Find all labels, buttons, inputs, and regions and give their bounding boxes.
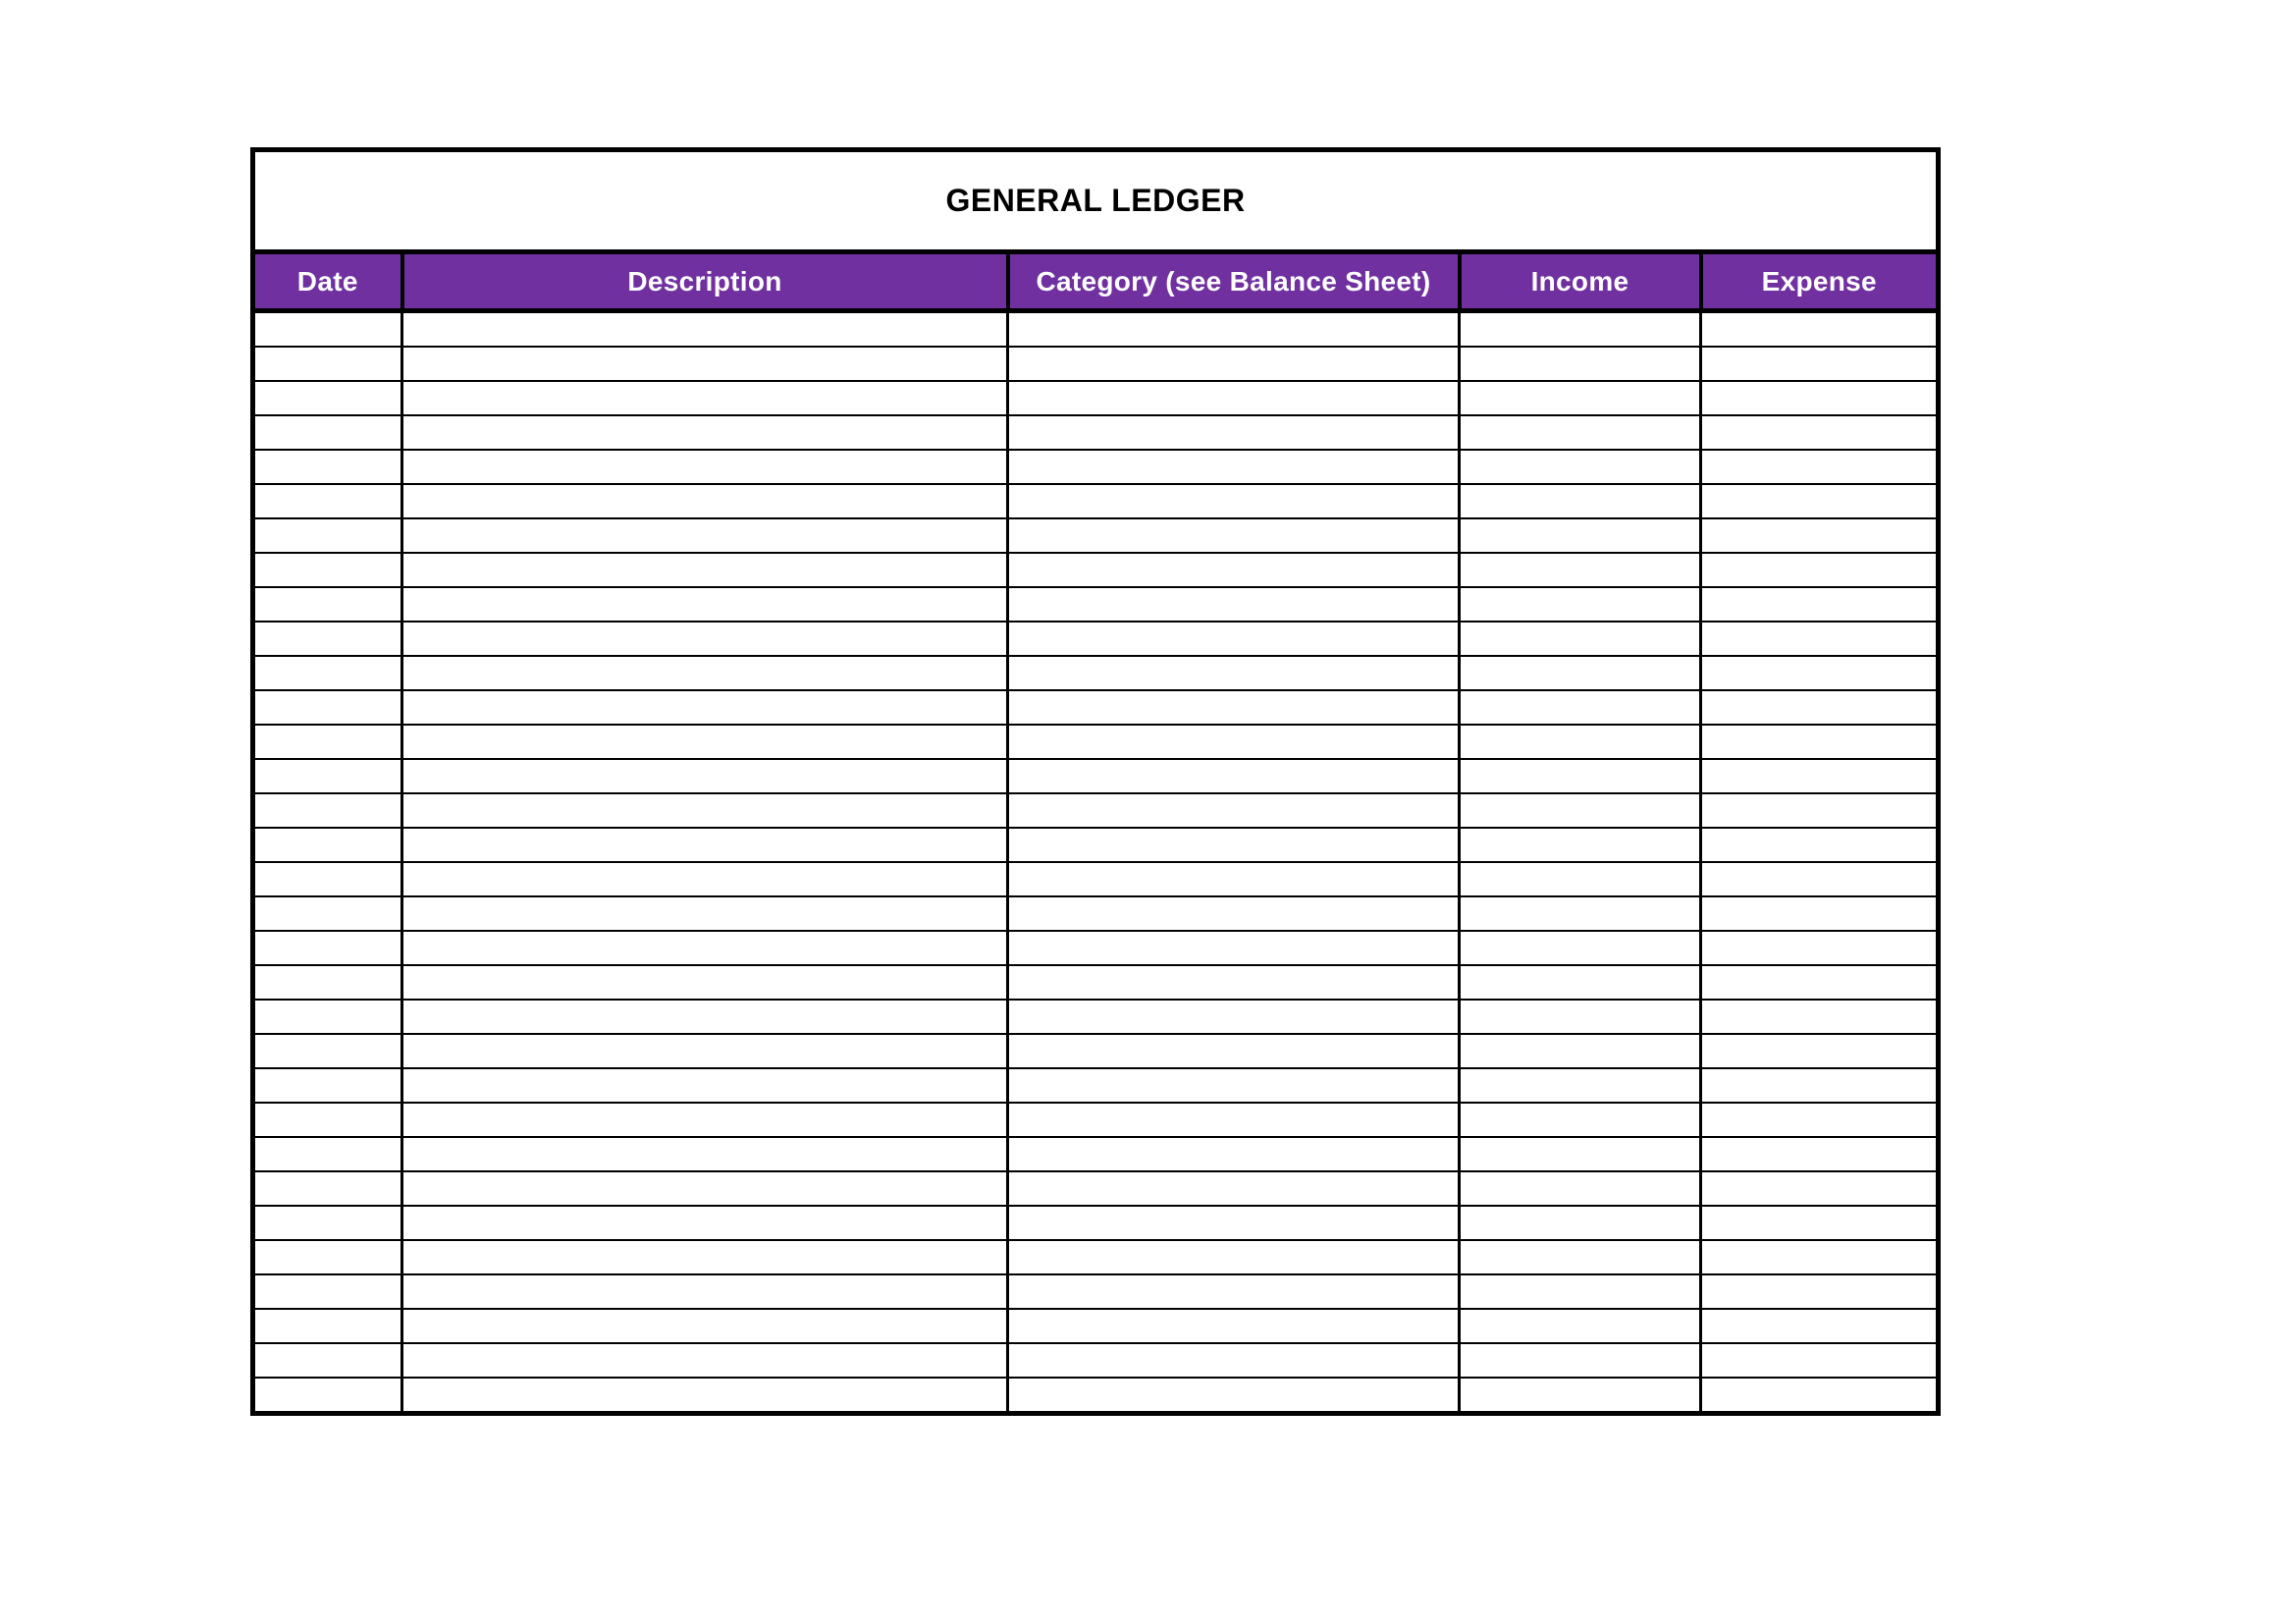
general-ledger-table xyxy=(250,147,1941,1416)
table-cell xyxy=(402,622,1008,656)
table-cell xyxy=(1460,862,1701,896)
table-cell xyxy=(1460,553,1701,587)
table-cell xyxy=(253,450,402,484)
table-cell xyxy=(1008,656,1460,690)
table-cell xyxy=(1701,725,1939,759)
table-cell xyxy=(1701,862,1939,896)
table-cell xyxy=(1008,931,1460,965)
table-cell xyxy=(1701,1309,1939,1343)
table-cell xyxy=(1460,725,1701,759)
table-cell xyxy=(1460,415,1701,450)
table-row xyxy=(253,690,1939,725)
table-cell xyxy=(1008,965,1460,1000)
table-cell xyxy=(1701,622,1939,656)
table-cell xyxy=(253,828,402,862)
table-cell xyxy=(253,415,402,450)
column-header-row xyxy=(253,252,1939,311)
table-cell xyxy=(1008,311,1460,348)
table-cell xyxy=(1008,484,1460,518)
table-cell xyxy=(253,484,402,518)
table-cell xyxy=(253,1171,402,1206)
table-row xyxy=(253,1171,1939,1206)
table-cell xyxy=(1008,896,1460,931)
table-cell xyxy=(1701,690,1939,725)
table-cell xyxy=(253,1343,402,1378)
table-cell xyxy=(253,1137,402,1171)
table-cell xyxy=(1008,828,1460,862)
column-header-income: Income xyxy=(1460,252,1701,311)
table-cell xyxy=(253,1378,402,1414)
table-row xyxy=(253,1137,1939,1171)
table-row xyxy=(253,622,1939,656)
table-cell xyxy=(1701,896,1939,931)
table-cell xyxy=(1008,862,1460,896)
table-cell xyxy=(402,725,1008,759)
table-cell xyxy=(402,1171,1008,1206)
table-cell xyxy=(1008,793,1460,828)
table-cell xyxy=(402,1378,1008,1414)
title-row xyxy=(253,150,1939,252)
table-cell xyxy=(1701,587,1939,622)
table-cell xyxy=(1008,1274,1460,1309)
table-row xyxy=(253,553,1939,587)
ledger-body xyxy=(253,311,1939,1414)
table-row xyxy=(253,311,1939,348)
table-cell xyxy=(402,1000,1008,1034)
table-cell xyxy=(1460,1171,1701,1206)
table-cell xyxy=(402,1343,1008,1378)
table-cell xyxy=(402,518,1008,553)
table-cell xyxy=(1460,484,1701,518)
table-cell xyxy=(1701,1034,1939,1068)
table-cell xyxy=(253,1103,402,1137)
table-cell xyxy=(402,311,1008,348)
table-cell xyxy=(1460,793,1701,828)
table-cell xyxy=(1460,656,1701,690)
table-row xyxy=(253,1343,1939,1378)
table-cell xyxy=(1701,1068,1939,1103)
table-cell xyxy=(402,965,1008,1000)
table-cell xyxy=(402,1103,1008,1137)
table-cell xyxy=(1008,690,1460,725)
table-row xyxy=(253,518,1939,553)
table-cell xyxy=(1460,1343,1701,1378)
table-cell xyxy=(1701,518,1939,553)
table-cell xyxy=(402,1137,1008,1171)
table-cell xyxy=(1008,1068,1460,1103)
table-row xyxy=(253,415,1939,450)
table-row xyxy=(253,1068,1939,1103)
table-row xyxy=(253,1240,1939,1274)
table-cell xyxy=(253,1309,402,1343)
table-cell xyxy=(1008,622,1460,656)
table-cell xyxy=(402,793,1008,828)
table-cell xyxy=(1701,415,1939,450)
table-cell xyxy=(253,381,402,415)
table-row xyxy=(253,1206,1939,1240)
table-cell xyxy=(253,347,402,381)
table-cell xyxy=(253,311,402,348)
table-cell xyxy=(1460,690,1701,725)
table-cell xyxy=(402,931,1008,965)
table-row xyxy=(253,793,1939,828)
table-cell xyxy=(1701,965,1939,1000)
table-cell xyxy=(253,656,402,690)
table-cell xyxy=(1460,1034,1701,1068)
table-row xyxy=(253,896,1939,931)
table-row xyxy=(253,1103,1939,1137)
table-cell xyxy=(1460,450,1701,484)
table-cell xyxy=(1460,1068,1701,1103)
table-cell xyxy=(402,862,1008,896)
table-cell xyxy=(402,587,1008,622)
table-cell xyxy=(1008,759,1460,793)
table-cell xyxy=(1008,1206,1460,1240)
column-header-category: Category (see Balance Sheet) xyxy=(1008,252,1460,311)
table-cell xyxy=(253,862,402,896)
table-cell xyxy=(1701,484,1939,518)
table-cell xyxy=(1701,1000,1939,1034)
table-row xyxy=(253,587,1939,622)
table-cell xyxy=(1701,311,1939,348)
table-cell xyxy=(402,553,1008,587)
table-cell xyxy=(1008,1378,1460,1414)
table-cell xyxy=(1008,1171,1460,1206)
table-cell xyxy=(253,1068,402,1103)
table-cell xyxy=(1701,1240,1939,1274)
table-row xyxy=(253,1274,1939,1309)
table-cell xyxy=(1008,1137,1460,1171)
table-cell xyxy=(253,1000,402,1034)
table-cell xyxy=(1460,1000,1701,1034)
table-cell xyxy=(1008,347,1460,381)
table-cell xyxy=(253,896,402,931)
table-cell xyxy=(253,793,402,828)
table-cell xyxy=(1701,381,1939,415)
table-cell xyxy=(1460,587,1701,622)
table-cell xyxy=(402,1274,1008,1309)
table-cell xyxy=(402,1240,1008,1274)
column-header-date: Date xyxy=(253,252,402,311)
table-cell xyxy=(402,450,1008,484)
table-cell xyxy=(402,1309,1008,1343)
table-cell xyxy=(253,1240,402,1274)
table-cell xyxy=(402,347,1008,381)
table-cell xyxy=(1701,793,1939,828)
table-cell xyxy=(402,1068,1008,1103)
table-cell xyxy=(1701,1171,1939,1206)
table-cell xyxy=(253,931,402,965)
table-cell xyxy=(1008,450,1460,484)
table-cell xyxy=(1701,1378,1939,1414)
table-cell xyxy=(1008,1240,1460,1274)
table-row xyxy=(253,725,1939,759)
table-row xyxy=(253,347,1939,381)
table-row xyxy=(253,862,1939,896)
table-row xyxy=(253,484,1939,518)
table-cell xyxy=(402,828,1008,862)
table-cell xyxy=(1008,1034,1460,1068)
table-cell xyxy=(1460,518,1701,553)
table-cell xyxy=(1008,381,1460,415)
table-cell xyxy=(402,484,1008,518)
table-cell xyxy=(1460,622,1701,656)
table-row xyxy=(253,1309,1939,1343)
table-cell xyxy=(253,725,402,759)
table-row xyxy=(253,450,1939,484)
table-cell xyxy=(1008,1000,1460,1034)
table-cell xyxy=(253,553,402,587)
table-cell xyxy=(1460,1378,1701,1414)
table-cell xyxy=(402,656,1008,690)
table-cell xyxy=(402,896,1008,931)
table-cell xyxy=(1008,553,1460,587)
table-row xyxy=(253,381,1939,415)
table-row xyxy=(253,656,1939,690)
table-cell xyxy=(1008,1103,1460,1137)
table-cell xyxy=(253,587,402,622)
column-header-description: Description xyxy=(402,252,1008,311)
table-cell xyxy=(402,1034,1008,1068)
table-cell xyxy=(253,622,402,656)
table-cell xyxy=(1701,1343,1939,1378)
table-cell xyxy=(253,1034,402,1068)
table-cell xyxy=(1460,1274,1701,1309)
table-cell xyxy=(253,1206,402,1240)
table-cell xyxy=(1701,553,1939,587)
table-cell xyxy=(1460,1137,1701,1171)
table-row xyxy=(253,965,1939,1000)
table-cell xyxy=(1701,656,1939,690)
table-cell xyxy=(1701,1274,1939,1309)
table-cell xyxy=(402,415,1008,450)
table-cell xyxy=(1460,828,1701,862)
table-cell xyxy=(1701,931,1939,965)
table-cell xyxy=(1460,896,1701,931)
table-cell xyxy=(1701,450,1939,484)
table-cell xyxy=(1008,415,1460,450)
table-cell xyxy=(1460,347,1701,381)
table-cell xyxy=(1460,311,1701,348)
table-cell xyxy=(1701,1103,1939,1137)
table-cell xyxy=(1701,347,1939,381)
table-cell xyxy=(1701,1137,1939,1171)
table-cell xyxy=(402,1206,1008,1240)
table-row xyxy=(253,1034,1939,1068)
table-cell xyxy=(1008,725,1460,759)
table-cell xyxy=(1701,759,1939,793)
table-cell xyxy=(1460,1103,1701,1137)
table-cell xyxy=(1460,1206,1701,1240)
table-cell xyxy=(1008,518,1460,553)
table-cell xyxy=(253,965,402,1000)
table-cell xyxy=(1460,759,1701,793)
table-row xyxy=(253,1378,1939,1414)
table-row xyxy=(253,759,1939,793)
table-cell xyxy=(1460,1309,1701,1343)
table-cell xyxy=(253,1274,402,1309)
table-row xyxy=(253,931,1939,965)
page-title: GENERAL LEDGER xyxy=(253,150,1939,252)
table-cell xyxy=(402,690,1008,725)
table-cell xyxy=(402,381,1008,415)
table-cell xyxy=(1008,587,1460,622)
column-header-expense: Expense xyxy=(1701,252,1939,311)
table-cell xyxy=(1460,965,1701,1000)
table-cell xyxy=(253,690,402,725)
table-row xyxy=(253,1000,1939,1034)
table-cell xyxy=(1460,931,1701,965)
table-cell xyxy=(253,518,402,553)
table-cell xyxy=(253,759,402,793)
table-cell xyxy=(402,759,1008,793)
table-row xyxy=(253,828,1939,862)
table-cell xyxy=(1008,1343,1460,1378)
table-cell xyxy=(1460,381,1701,415)
table-cell xyxy=(1701,1206,1939,1240)
table-cell xyxy=(1460,1240,1701,1274)
table-cell xyxy=(1008,1309,1460,1343)
table-cell xyxy=(1701,828,1939,862)
